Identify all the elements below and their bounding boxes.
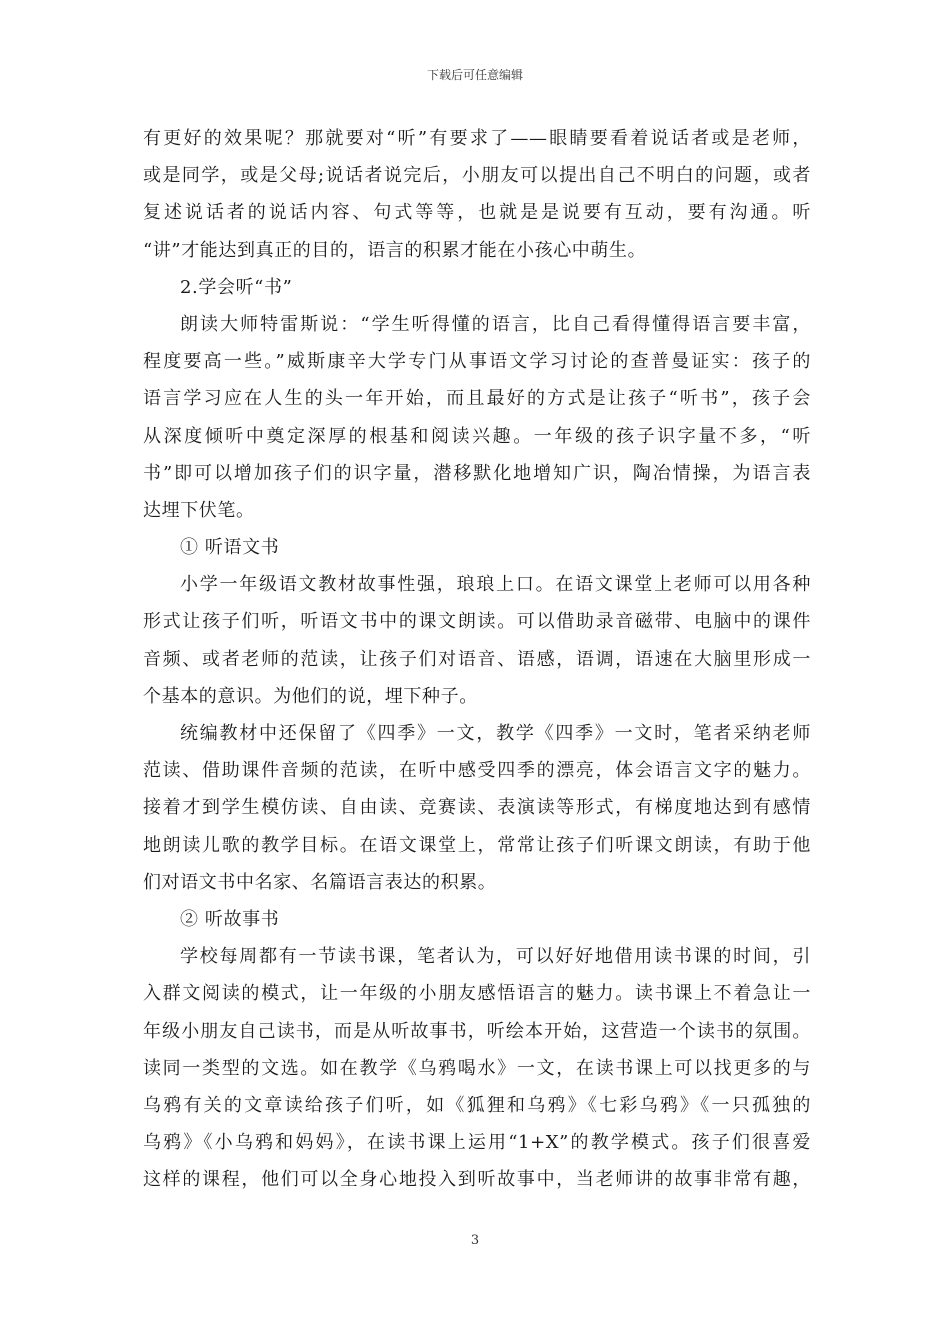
section-heading: 2.学会听“书” (180, 276, 293, 298)
text-line: 复述说话者的说话内容、句式等等，也就是是说要有互动，要有沟通。听 (143, 202, 811, 224)
page-header: 下载后可任意编辑 (426, 68, 523, 82)
text-line: 学校每周都有一节读书课，笔者认为，可以好好地借用读书课的时间，引 (180, 946, 811, 968)
text-line: 程度要高一些。”威斯康辛大学专门从事语文学习讨论的查普曼证实：孩子的 (143, 351, 811, 373)
text-line: 或是同学，或是父母;说话者说完后，小朋友可以提出自己不明白的问题，或者 (143, 165, 811, 187)
text-line: 们对语文书中名家、名篇语言表达的积累。 (143, 871, 497, 893)
text-line: 形式让孩子们听，听语文书中的课文朗读。可以借助录音磁带、电脑中的课件 (143, 611, 811, 633)
text-line: 语言学习应在人生的头一年开始，而且最好的方式是让孩子“听书”，孩子会 (143, 388, 811, 410)
text-line: 乌鸦》《小乌鸦和妈妈》，在读书课上运用“1+X”的教学模式。孩子们很喜爱 (143, 1132, 811, 1154)
subsection-heading: ② 听故事书 (180, 908, 280, 930)
subsection-heading: ① 听语文书 (180, 537, 280, 559)
text-line: 接着才到学生模仿读、自由读、竞赛读、表演读等形式，有梯度地达到有感情 (143, 797, 811, 819)
text-line: 从深度倾听中奠定深厚的根基和阅读兴趣。一年级的孩子识字量不多，“听 (143, 425, 811, 447)
text-line: 读同一类型的文选。如在教学《乌鸦喝水》一文，在读书课上可以找更多的与 (143, 1057, 811, 1079)
body-text (143, 120, 811, 1198)
text-line: 达埋下伏笔。 (143, 499, 255, 521)
text-line: 范读、借助课件音频的范读，在听中感受四季的漂亮，体会语言文字的魅力。 (143, 760, 811, 782)
text-line: 统编教材中还保留了《四季》一文，教学《四季》一文时，笔者采纳老师 (180, 723, 811, 744)
page-number: 3 (470, 1233, 480, 1248)
text-line: 个基本的意识。为他们的说，埋下种子。 (143, 685, 478, 707)
text-line: 音频、或者老师的范读，让孩子们对语音、语感，语调，语速在大脑里形成一 (143, 648, 811, 670)
text-line: 有更好的效果呢？那就要对“听”有要求了——眼睛要看着说话者或是老师， (143, 128, 811, 149)
text-line: 地朗读儿歌的教学目标。在语文课堂上，常常让孩子们听课文朗读，有助于他 (143, 834, 811, 856)
text-line: 小学一年级语文教材故事性强，琅琅上口。在语文课堂上老师可以用各种 (180, 574, 811, 596)
text-line: 年级小朋友自己读书，而是从听故事书，听绘本开始，这营造一个读书的氛围。 (143, 1020, 811, 1042)
text-line: 入群文阅读的模式，让一年级的小朋友感悟语言的魅力。读书课上不着急让一 (143, 983, 811, 1005)
text-line: 朗读大师特雷斯说：“学生听得懂的语言，比自己看得懂得语言要丰富， (180, 313, 811, 335)
text-line: 书”即可以增加孩子们的识字量，潜移默化地增知广识，陶冶情操，为语言表 (143, 462, 811, 484)
text-line: 乌鸦有关的文章读给孩子们听，如《狐狸和乌鸦》《七彩乌鸦》《一只孤独的 (143, 1094, 811, 1116)
text-line: 这样的课程，他们可以全身心地投入到听故事中，当老师讲的故事非常有趣， (143, 1169, 811, 1191)
text-line: “讲”才能达到真正的目的，语言的积累才能在小孩心中萌生。 (143, 239, 647, 261)
